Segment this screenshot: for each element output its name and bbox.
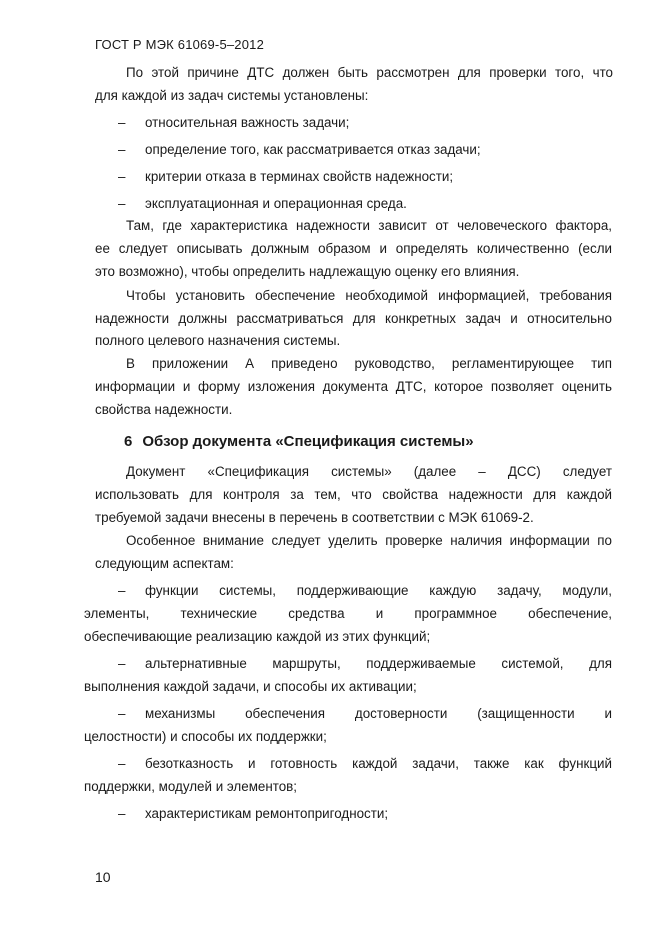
list-dash: – <box>118 142 126 157</box>
list-dash: – <box>118 583 126 598</box>
paragraph-line: следующим аспектам: <box>95 556 234 571</box>
list-item-continuation: обеспечивающие реализацию каждой из этих функций; <box>84 629 431 644</box>
list-dash: – <box>118 169 126 184</box>
section-number: 6 <box>124 433 133 450</box>
list-dash: – <box>118 196 126 211</box>
list-item-continuation: целостности) и способы их поддержки; <box>84 729 327 744</box>
paragraph-line: Там, где характеристика надежности зависит от человеческого фактора, <box>126 218 612 233</box>
section-title: Обзор документа «Спецификация системы» <box>142 433 474 450</box>
standard-header: ГОСТ Р МЭК 61069-5–2012 <box>95 37 265 52</box>
paragraph-line: это возможно), чтобы определить надлежащую оценку его влияния. <box>95 264 520 279</box>
list-dash: – <box>118 656 126 671</box>
paragraph-line: По этой причине ДТС должен быть рассмотрен для проверки того, что <box>126 65 613 80</box>
paragraph-line: надежности должны рассматриваться для конкретных задач и относительно <box>95 311 612 326</box>
paragraph-line: требуемой задачи внесены в перечень в соответствии с МЭК 61069-2. <box>95 510 534 525</box>
paragraph-line: информации и форму изложения документа ДТС, которое позволяет оценить <box>95 379 612 394</box>
list-item: относительная важность задачи; <box>145 115 350 130</box>
list-item: функции системы, поддерживающие каждую задачу, модули, <box>145 583 612 598</box>
paragraph-line: Чтобы установить обеспечение необходимой информацией, требования <box>126 288 612 303</box>
paragraph-line: Особенное внимание следует уделить проверке наличия информации по <box>126 533 612 548</box>
list-dash: – <box>118 706 126 721</box>
paragraph-line: ее следует описывать должным образом и определять количественно (если <box>95 241 612 256</box>
list-item: эксплуатационная и операционная среда. <box>145 196 407 211</box>
list-item-continuation: элементы, технические средства и программное обеспечение, <box>84 606 612 621</box>
section-heading <box>124 433 474 450</box>
list-item: механизмы обеспечения достоверности (защищенности и <box>145 706 612 721</box>
paragraph-line: В приложении А приведено руководство, регламентирующее тип <box>126 356 612 371</box>
list-dash: – <box>118 115 126 130</box>
page-number: 10 <box>95 869 111 885</box>
list-item-continuation: выполнения каждой задачи, и способы их активации; <box>84 679 417 694</box>
paragraph-line: для каждой из задач системы установлены: <box>95 88 369 103</box>
list-item: определение того, как рассматривается отказ задачи; <box>145 142 481 157</box>
list-item: характеристикам ремонтопригодности; <box>145 806 389 821</box>
list-item-continuation: поддержки, модулей и элементов; <box>84 779 298 794</box>
paragraph-line: использовать для контроля за тем, что свойства надежности для каждой <box>95 487 612 502</box>
list-item: критерии отказа в терминах свойств надежности; <box>145 169 454 184</box>
list-dash: – <box>118 756 126 771</box>
paragraph-line: свойства надежности. <box>95 402 233 417</box>
list-dash: – <box>118 806 126 821</box>
paragraph-line: полного целевого назначения системы. <box>95 333 341 348</box>
list-item: безотказность и готовность каждой задачи, также как функций <box>145 756 612 771</box>
list-item: альтернативные маршруты, поддерживаемые системой, для <box>145 656 612 671</box>
paragraph-line: Документ «Спецификация системы» (далее – ДСС) следует <box>126 464 612 479</box>
